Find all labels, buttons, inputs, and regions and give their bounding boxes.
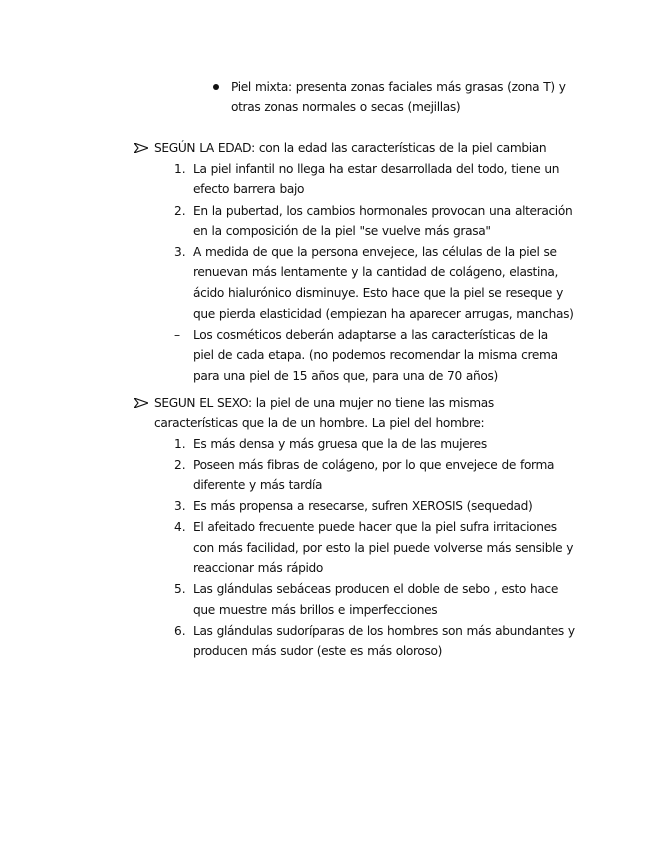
list-marker: 3. (174, 499, 186, 513)
bullet-line: Piel mixta: presenta zonas faciales más grasas (zona T) y (231, 80, 566, 94)
list-item-line: A medida de que la persona envejece, las células de la piel se (193, 245, 557, 259)
list-item-line: Las glándulas sebáceas producen el doble de sebo , esto hace (193, 582, 559, 596)
section-heading: SEGÚN LA EDAD: con la edad las características de la piel cambian (154, 141, 547, 155)
list-marker: 1. (174, 437, 186, 451)
list-marker: 3. (174, 245, 186, 259)
list-item-line: con más facilidad, por esto la piel puede volverse más sensible y (193, 541, 574, 555)
list-marker: – (174, 328, 181, 342)
bullet-icon (213, 84, 219, 90)
list-item-line: Es más propensa a resecarse, sufren XEROSIS (sequedad) (193, 499, 533, 513)
list-item-line: para una piel de 15 años que, para una de 70 años) (193, 369, 498, 383)
list-item-line: Las glándulas sudoríparas de los hombres son más abundantes y (193, 624, 575, 638)
list-marker: 5. (174, 582, 186, 596)
list-item-line: ácido hialurónico disminuye. Esto hace que la piel se reseque y (193, 286, 563, 300)
bullet-line: otras zonas normales o secas (mejillas) (231, 100, 461, 114)
arrow-bullet-icon (134, 398, 148, 408)
section-heading: características que la de un hombre. La piel del hombre: (154, 416, 485, 430)
list-marker: 1. (174, 162, 186, 176)
list-item-line: piel de cada etapa. (no podemos recomendar la misma crema (193, 348, 558, 362)
arrow-bullet-icon (134, 143, 148, 153)
list-item-line: Poseen más fibras de colágeno, por lo que envejece de forma (193, 458, 555, 472)
list-item-line: que muestre más brillos e imperfecciones (193, 603, 438, 617)
list-item-line: Los cosméticos deberán adaptarse a las características de la (193, 328, 548, 342)
list-item-line: La piel infantil no llega ha estar desarrollada del todo, tiene un (193, 162, 560, 176)
list-item-line: El afeitado frecuente puede hacer que la piel sufra irritaciones (193, 520, 557, 534)
list-marker: 2. (174, 458, 186, 472)
list-item-line: renuevan más lentamente y la cantidad de colágeno, elastina, (193, 265, 559, 279)
list-marker: 6. (174, 624, 186, 638)
list-item-line: producen más sudor (este es más oloroso) (193, 644, 443, 658)
section-heading: SEGUN EL SEXO: la piel de una mujer no tiene las mismas (154, 396, 494, 410)
list-item-line: efecto barrera bajo (193, 182, 305, 196)
list-item-line: que pierda elasticidad (empiezan ha aparecer arrugas, manchas) (193, 307, 574, 321)
list-marker: 4. (174, 520, 186, 534)
list-item-line: reaccionar más rápido (193, 561, 324, 575)
list-item-line: en la composición de la piel "se vuelve más grasa" (193, 224, 491, 238)
list-item-line: En la pubertad, los cambios hormonales provocan una alteración (193, 204, 573, 218)
list-item-line: diferente y más tardía (193, 478, 323, 492)
list-item-line: Es más densa y más gruesa que la de las mujeres (193, 437, 487, 451)
list-marker: 2. (174, 204, 186, 218)
